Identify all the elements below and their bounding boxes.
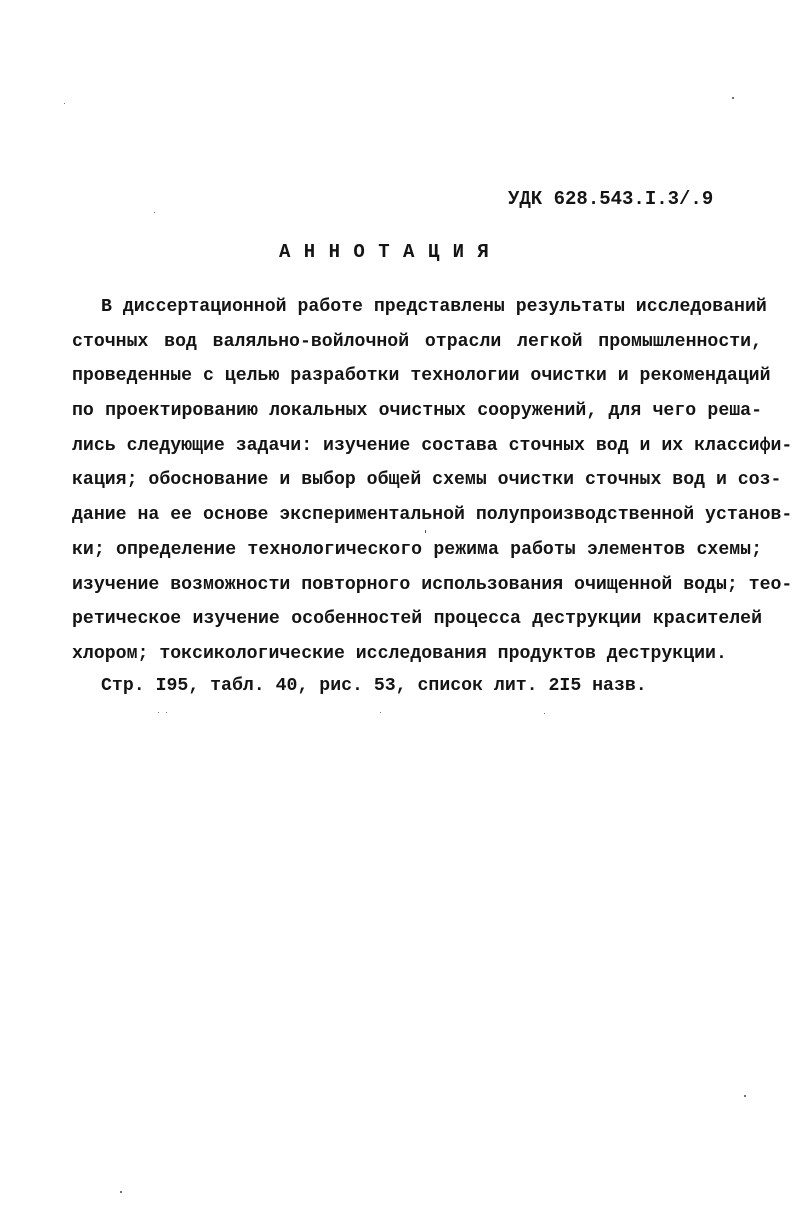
scan-speck: [425, 530, 426, 533]
abstract-body: [72, 290, 793, 672]
abstract-line: кация; обоснование и выбор общей схемы очистки сточных вод и соз-: [72, 470, 782, 491]
abstract-line: лись следующие задачи: изучение состава сточных вод и их классифи-: [72, 435, 793, 456]
abstract-line: хлором; токсикологические исследования продуктов деструкции.: [72, 643, 727, 664]
scan-speck: [154, 212, 155, 213]
scan-speck: [64, 103, 65, 104]
scan-speck: [380, 712, 381, 713]
page-title: А Н Н О Т А Ц И Я: [279, 241, 490, 263]
abstract-line: В диссертационной работе представлены результаты исследований: [101, 297, 767, 317]
abstract-line: сточных вод валяльно-войлочной отрасли легкой промышленности,: [72, 331, 762, 352]
scan-speck: [544, 713, 545, 714]
abstract-line: дание на ее основе экспериментальной полупроизводственной установ-: [72, 505, 793, 526]
abstract-line: проведенные с целью разработки технологии очистки и рекомендаций: [72, 366, 771, 387]
scan-speck: [732, 97, 734, 99]
scan-speck: [166, 712, 167, 713]
abstract-line: ки; определение технологического режима работы элементов схемы;: [72, 539, 762, 560]
scan-speck: [158, 712, 159, 713]
bibliographic-summary: Стр. I95, табл. 40, рис. 53, список лит. 2I5 назв.: [101, 676, 647, 696]
scan-speck: [120, 1191, 122, 1193]
udk-code: УДК 628.543.I.3/.9: [508, 188, 714, 210]
abstract-line: изучение возможности повторного использования очищенной воды; тео-: [72, 574, 793, 595]
abstract-line: по проектированию локальных очистных сооружений, для чего реша-: [72, 401, 762, 422]
abstract-line: ретическое изучение особенностей процесса деструкции красителей: [72, 609, 762, 630]
scan-speck: [744, 1095, 746, 1097]
